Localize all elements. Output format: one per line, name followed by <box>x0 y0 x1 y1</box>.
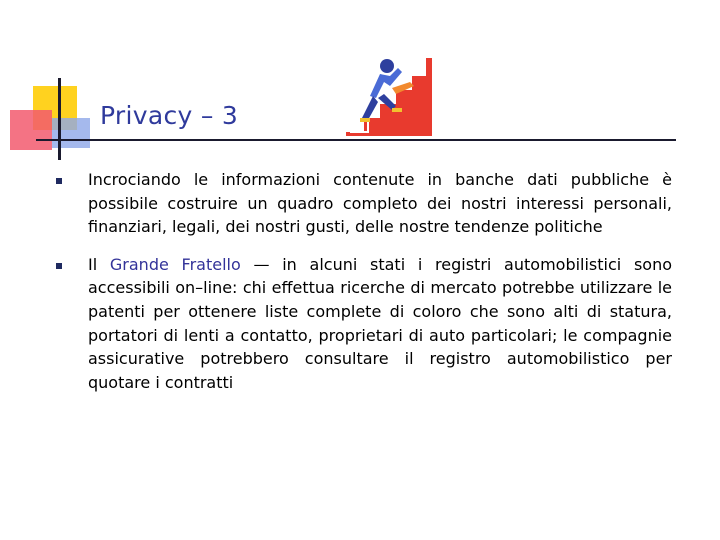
decorative-red-square <box>10 110 52 150</box>
bullet-text: — in alcuni stati i registri automobilistici sono accessibili on–line: chi effettua ricerche di mercato potrebbe utilizzare le patenti per ottenere liste complete di coloro che sono alti di statura, portatori di lenti a contatto, proprietari di auto particolari; le compagnie assicurative potrebbero consultare il registro automobilistico per quotare i contratti <box>88 254 673 392</box>
bullet-item <box>52 253 672 395</box>
bullet-list <box>52 168 672 408</box>
bullet-text: Incrociando le informazioni contenute in banche dati pubbliche è possibile costruire un quadro completo dei nostri interessi personali, finanziari, legali, dei nostri gusti, delle nostre tendenze politiche <box>88 170 672 237</box>
person-climbing-stairs-icon <box>340 52 436 140</box>
slide-title: Privacy – 3 <box>100 101 239 130</box>
bullet-item <box>52 168 672 239</box>
bullet-marker-icon <box>56 178 62 184</box>
bullet-prefix: Il <box>88 254 110 274</box>
bullet-marker-icon <box>56 263 62 269</box>
grande-fratello-link[interactable]: Grande Fratello <box>109 254 241 274</box>
decorative-vertical-line <box>58 78 61 160</box>
